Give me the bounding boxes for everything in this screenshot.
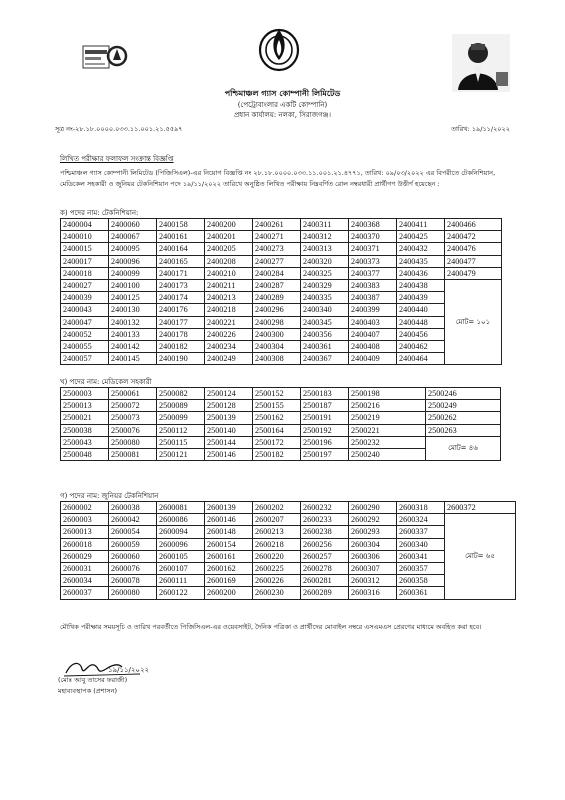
roll-number-cell: 2500182 — [253, 448, 301, 460]
roll-number-cell: 2500115 — [157, 436, 205, 448]
roll-number-cell: 2600292 — [349, 514, 397, 526]
roll-number-cell: 2600202 — [253, 502, 301, 514]
notice-body: পশ্চিমাঞ্চল গ্যাস কোম্পানী লিমিটেড (পিজিসিএল)-এর নিয়োগ বিজ্ঞপ্তি নং ২৮.১৮.০০০০.০৩৩.১১.০০১.২১.৪৭৭১, তারিখ: ০৯/০৩/২০২২ এর বিপরীতে টেকনিশিয়ান, মেডিকেল সহকারী ও জুনিয়র টেকনিশিয়ান পদে ১৯/১১/২০২২ তারিখে অনুষ্ঠিত লিখিত পরীক্ষায় নিম্নবর্ণিত রোল নম্বরধারী প্রার্থীগণ উত্তীর্ণ হয়েছেন : — [60, 169, 496, 188]
roll-number-cell: 2500099 — [157, 412, 205, 424]
roll-number-cell: 2400174 — [157, 292, 205, 304]
roll-number-cell: 2600003 — [61, 514, 109, 526]
roll-number-cell: 2400312 — [301, 231, 349, 243]
roll-number-cell: 2400325 — [301, 267, 349, 279]
roll-number-cell: 2400273 — [253, 243, 301, 255]
roll-number-cell: 2500221 — [349, 424, 426, 436]
roll-number-cell: 2400208 — [205, 255, 253, 267]
roll-number-cell: 2500216 — [349, 400, 426, 412]
roll-number-cell: 2600154 — [205, 538, 253, 550]
roll-number-cell: 2500249 — [426, 400, 501, 412]
roll-number-cell: 2500140 — [205, 424, 253, 436]
roll-number-cell: 2600105 — [157, 550, 205, 562]
roll-number-cell: 2400409 — [349, 353, 397, 365]
roll-number-cell: 2500219 — [349, 412, 426, 424]
roll-number-cell: 2400298 — [253, 316, 301, 328]
table-row — [61, 292, 502, 304]
roll-number-cell: 2400340 — [301, 304, 349, 316]
roll-number-cell: 2400407 — [349, 328, 397, 340]
roll-number-cell: 2600324 — [397, 514, 445, 526]
roll-number-cell: 2400271 — [253, 231, 301, 243]
roll-number-cell: 2500263 — [426, 424, 501, 436]
roll-number-cell: 2400015 — [61, 243, 109, 255]
roll-number-cell: 2400300 — [253, 328, 301, 340]
roll-number-cell: 2400249 — [205, 353, 253, 365]
roll-number-cell: 2500128 — [205, 400, 253, 412]
roll-number-cell: 2600107 — [157, 562, 205, 574]
roll-number-cell: 2600018 — [61, 538, 109, 550]
roll-number-cell: 2600042 — [109, 514, 157, 526]
roll-number-cell: 2600038 — [109, 502, 157, 514]
roll-number-cell: 2400096 — [109, 255, 157, 267]
roll-number-cell: 2500076 — [109, 424, 157, 436]
roll-number-cell: 2400205 — [205, 243, 253, 255]
roll-number-cell: 2500246 — [426, 388, 501, 400]
roll-number-cell: 2400399 — [349, 304, 397, 316]
roll-number-cell: 2400361 — [301, 340, 349, 352]
roll-number-cell: 2400043 — [61, 304, 109, 316]
roll-number-cell: 2400027 — [61, 279, 109, 291]
section-label-technician: ক) পদের নাম: টেকনিশিয়ান: — [60, 209, 139, 217]
roll-number-cell: 2600341 — [397, 550, 445, 562]
roll-number-cell: 2400018 — [61, 267, 109, 279]
table-row — [61, 400, 501, 412]
roll-number-cell: 2600029 — [61, 550, 109, 562]
roll-number-cell: 2400211 — [205, 279, 253, 291]
roll-number-cell: 2400435 — [397, 255, 445, 267]
roll-number-cell: 2400313 — [301, 243, 349, 255]
roll-number-cell: 2600096 — [157, 538, 205, 550]
roll-number-cell: 2500048 — [61, 448, 109, 460]
roll-number-cell: 2400055 — [61, 340, 109, 352]
roll-number-cell: 2600361 — [397, 587, 445, 599]
roll-number-cell: 2500003 — [61, 388, 109, 400]
roll-number-cell: 2600076 — [109, 562, 157, 574]
roll-number-cell: 2600233 — [301, 514, 349, 526]
roll-number-cell: 2500240 — [349, 448, 426, 460]
total-count-cell: মোট= ৪৬ — [426, 436, 501, 460]
roll-number-cell: 2500072 — [109, 400, 157, 412]
portrait-image — [452, 34, 510, 92]
roll-number-cell: 2600037 — [61, 587, 109, 599]
roll-number-cell: 2500262 — [426, 412, 501, 424]
roll-number-cell: 2600318 — [397, 502, 445, 514]
roll-number-cell: 2400387 — [349, 292, 397, 304]
roll-number-cell: 2500081 — [109, 448, 157, 460]
roll-number-cell: 2600340 — [397, 538, 445, 550]
roll-number-cell: 2600289 — [301, 587, 349, 599]
roll-number-cell: 2400095 — [109, 243, 157, 255]
roll-number-cell: 2400047 — [61, 316, 109, 328]
table-row — [61, 388, 501, 400]
roll-number-cell: 2400477 — [445, 255, 502, 267]
roll-number-cell: 2500013 — [61, 400, 109, 412]
reference-number: সূত্র নং-২৮.১৮.০০০০.০৩৩.১১.০০১.২১.৫৫৯৭ — [55, 125, 183, 133]
roll-number-cell: 2400158 — [157, 219, 205, 231]
roll-number-cell: 2500191 — [301, 412, 349, 424]
roll-number-cell: 2400010 — [61, 231, 109, 243]
roll-number-cell: 2400432 — [397, 243, 445, 255]
roll-number-cell: 2500021 — [61, 412, 109, 424]
roll-number-cell: 2600081 — [157, 502, 205, 514]
roll-number-cell: 2600238 — [301, 526, 349, 538]
total-count-cell: মোট= ১০১ — [445, 279, 502, 364]
roll-number-cell: 2600080 — [109, 587, 157, 599]
roll-number-cell: 2400472 — [445, 231, 502, 243]
roll-number-cell: 2600094 — [157, 526, 205, 538]
roll-number-cell: 2400125 — [109, 292, 157, 304]
roll-number-cell: 2600257 — [301, 550, 349, 562]
roll-number-cell: 2600316 — [349, 587, 397, 599]
table-row — [61, 424, 501, 436]
roll-number-cell: 2400017 — [61, 255, 109, 267]
roll-number-cell: 2600060 — [109, 550, 157, 562]
table-row — [61, 255, 502, 267]
roll-number-cell: 2600054 — [109, 526, 157, 538]
roll-number-cell: 2600337 — [397, 526, 445, 538]
junior-technician-roll-table — [60, 501, 516, 600]
anniversary-logo-icon — [82, 40, 128, 72]
roll-number-cell: 2400320 — [301, 255, 349, 267]
roll-number-cell: 2400067 — [109, 231, 157, 243]
roll-number-cell: 2600002 — [61, 502, 109, 514]
roll-number-cell: 2600086 — [157, 514, 205, 526]
roll-number-cell: 2400218 — [205, 304, 253, 316]
roll-number-cell: 2600200 — [205, 587, 253, 599]
roll-number-cell: 2600307 — [349, 562, 397, 574]
roll-number-cell: 2500232 — [349, 436, 426, 448]
roll-number-cell: 2400377 — [349, 267, 397, 279]
roll-number-cell: 2500080 — [109, 436, 157, 448]
roll-number-cell: 2400479 — [445, 267, 502, 279]
roll-number-cell: 2400329 — [301, 279, 349, 291]
roll-number-cell: 2400345 — [301, 316, 349, 328]
notice-title: লিখিত পরীক্ষার ফলাফল সংক্রান্ত বিজ্ঞপ্তি — [60, 155, 174, 163]
roll-number-cell: 2400145 — [109, 353, 157, 365]
roll-number-cell: 2600146 — [205, 514, 253, 526]
roll-number-cell: 2500162 — [253, 412, 301, 424]
roll-number-cell: 2400221 — [205, 316, 253, 328]
roll-number-cell: 2600256 — [301, 538, 349, 550]
roll-number-cell: 2400335 — [301, 292, 349, 304]
roll-number-cell: 2600148 — [205, 526, 253, 538]
roll-number-cell: 2600372 — [445, 502, 516, 514]
roll-number-cell: 2600111 — [157, 575, 205, 587]
roll-number-cell: 2400448 — [397, 316, 445, 328]
roll-number-cell: 2600232 — [301, 502, 349, 514]
roll-number-cell: 2600169 — [205, 575, 253, 587]
total-count-cell: মোট= ৬৫ — [445, 514, 516, 599]
roll-number-cell: 2600278 — [301, 562, 349, 574]
roll-number-cell: 2400057 — [61, 353, 109, 365]
roll-number-cell: 2500124 — [205, 388, 253, 400]
roll-number-cell: 2500139 — [205, 412, 253, 424]
roll-number-cell: 2400060 — [109, 219, 157, 231]
roll-number-cell: 2600013 — [61, 526, 109, 538]
roll-number-cell: 2500089 — [157, 400, 205, 412]
roll-number-cell: 2400099 — [109, 267, 157, 279]
roll-number-cell: 2600218 — [253, 538, 301, 550]
table-row — [61, 340, 502, 352]
roll-number-cell: 2400296 — [253, 304, 301, 316]
roll-number-cell: 2500187 — [301, 400, 349, 412]
roll-number-cell: 2500164 — [253, 424, 301, 436]
section-label-medical-assistant: খ) পদের নাম: মেডিকেল সহকারী — [60, 378, 152, 386]
roll-number-cell: 2500038 — [61, 424, 109, 436]
section-label-junior-technician: গ) পদের নাম: জুনিয়র টেকনিশিয়ান — [60, 492, 159, 500]
roll-number-cell: 2400226 — [205, 328, 253, 340]
roll-number-cell: 2400464 — [397, 353, 445, 365]
roll-number-cell: 2500183 — [301, 388, 349, 400]
roll-number-cell: 2400311 — [301, 219, 349, 231]
roll-number-cell: 2400436 — [397, 267, 445, 279]
company-subtitle: (পেট্রোবাংলার একটি কোম্পানি) — [237, 101, 328, 109]
roll-number-cell: 2600122 — [157, 587, 205, 599]
roll-number-cell: 2400277 — [253, 255, 301, 267]
table-row — [61, 502, 516, 514]
roll-number-cell: 2500152 — [253, 388, 301, 400]
table-row — [61, 436, 501, 448]
roll-number-cell: 2500196 — [301, 436, 349, 448]
table-row — [61, 243, 502, 255]
roll-number-cell: 2600078 — [109, 575, 157, 587]
roll-number-cell: 2400161 — [157, 231, 205, 243]
roll-number-cell: 2400438 — [397, 279, 445, 291]
roll-number-cell: 2500144 — [205, 436, 253, 448]
roll-number-cell: 2400201 — [205, 231, 253, 243]
roll-number-cell: 2600226 — [253, 575, 301, 587]
roll-number-cell: 2600162 — [205, 562, 253, 574]
roll-number-cell: 2400370 — [349, 231, 397, 243]
roll-number-cell: 2400371 — [349, 243, 397, 255]
roll-number-cell: 2400164 — [157, 243, 205, 255]
company-name: পশ্চিমাঞ্চল গ্যাস কোম্পানী লিমিটেড — [224, 89, 341, 98]
notice-date: তারিখ: ১৯/১১/২০২২ — [451, 125, 510, 133]
signatory-title: মহাব্যবস্থাপক (প্রশাসন) — [58, 687, 118, 695]
roll-number-cell: 2500043 — [61, 436, 109, 448]
table-row — [61, 267, 502, 279]
roll-number-cell: 2400304 — [253, 340, 301, 352]
roll-number-cell: 2500197 — [301, 448, 349, 460]
roll-number-cell: 2400039 — [61, 292, 109, 304]
roll-number-cell: 2400411 — [397, 219, 445, 231]
roll-number-cell: 2400176 — [157, 304, 205, 316]
signatory-name: (মোঃ আবু তাসের ফরাজী) — [58, 676, 128, 684]
roll-number-cell: 2400100 — [109, 279, 157, 291]
roll-number-cell: 2500112 — [157, 424, 205, 436]
roll-number-cell: 2400403 — [349, 316, 397, 328]
roll-number-cell: 2600306 — [349, 550, 397, 562]
roll-number-cell: 2400368 — [349, 219, 397, 231]
roll-number-cell: 2400004 — [61, 219, 109, 231]
table-row — [61, 328, 502, 340]
roll-number-cell: 2500073 — [109, 412, 157, 424]
roll-number-cell: 2500198 — [349, 388, 426, 400]
technician-roll-table — [60, 218, 502, 365]
table-row — [61, 412, 501, 424]
roll-number-cell: 2400408 — [349, 340, 397, 352]
table-row — [61, 304, 502, 316]
roll-number-cell: 2600220 — [253, 550, 301, 562]
roll-number-cell: 2600207 — [253, 514, 301, 526]
roll-number-cell: 2600281 — [301, 575, 349, 587]
roll-number-cell: 2400289 — [253, 292, 301, 304]
roll-number-cell: 2400234 — [205, 340, 253, 352]
roll-number-cell: 2600225 — [253, 562, 301, 574]
table-row — [61, 353, 502, 365]
roll-number-cell: 2400173 — [157, 279, 205, 291]
roll-number-cell: 2400178 — [157, 328, 205, 340]
roll-number-cell: 2400476 — [445, 243, 502, 255]
roll-number-cell: 2400190 — [157, 353, 205, 365]
roll-number-cell: 2400261 — [253, 219, 301, 231]
roll-number-cell: 2400439 — [397, 292, 445, 304]
roll-number-cell: 2400213 — [205, 292, 253, 304]
roll-number-cell: 2600357 — [397, 562, 445, 574]
table-row — [61, 279, 502, 291]
roll-number-cell: 2400284 — [253, 267, 301, 279]
roll-number-cell: 2600059 — [109, 538, 157, 550]
roll-number-cell: 2400466 — [445, 219, 502, 231]
roll-number-cell: 2400052 — [61, 328, 109, 340]
roll-number-cell: 2600213 — [253, 526, 301, 538]
roll-number-cell: 2400308 — [253, 353, 301, 365]
roll-number-cell: 2400367 — [301, 353, 349, 365]
signature-date: ১৯/১১/২০২২ — [108, 666, 150, 674]
roll-number-cell: 2400182 — [157, 340, 205, 352]
roll-number-cell: 2400456 — [397, 328, 445, 340]
roll-number-cell: 2400210 — [205, 267, 253, 279]
roll-number-cell: 2400462 — [397, 340, 445, 352]
roll-number-cell: 2600312 — [349, 575, 397, 587]
roll-number-cell: 2400200 — [205, 219, 253, 231]
company-flame-logo-icon — [258, 26, 300, 72]
roll-number-cell: 2500146 — [205, 448, 253, 460]
roll-number-cell: 2400165 — [157, 255, 205, 267]
roll-number-cell: 2600358 — [397, 575, 445, 587]
roll-number-cell: 2600290 — [349, 502, 397, 514]
roll-number-cell: 2500192 — [301, 424, 349, 436]
closing-note: মৌখিক পরীক্ষার সময়সূচি ও তারিখ পরবর্তীতে পিজিসিএল-এর ওয়েবসাইট, দৈনিক পত্রিকা ও প্রার্থীদের মোবাইল নম্বরে এসএমএস প্রেরণের মাধ্যমে অবহিত করা হবে। — [60, 623, 482, 631]
roll-number-cell: 2400130 — [109, 304, 157, 316]
letterhead — [0, 0, 565, 122]
roll-number-cell: 2400177 — [157, 316, 205, 328]
roll-number-cell: 2400356 — [301, 328, 349, 340]
roll-number-cell: 2500121 — [157, 448, 205, 460]
roll-number-cell: 2400171 — [157, 267, 205, 279]
roll-number-cell: 2500155 — [253, 400, 301, 412]
roll-number-cell: 2600230 — [253, 587, 301, 599]
roll-number-cell: 2400132 — [109, 316, 157, 328]
roll-number-cell: 2500172 — [253, 436, 301, 448]
roll-number-cell: 2400425 — [397, 231, 445, 243]
table-row — [61, 514, 516, 526]
table-row — [61, 231, 502, 243]
roll-number-cell: 2400440 — [397, 304, 445, 316]
roll-number-cell: 2600161 — [205, 550, 253, 562]
company-address: প্রধান কার্যালয়: নলকা, সিরাজগঞ্জ। — [233, 111, 332, 119]
roll-number-cell: 2400373 — [349, 255, 397, 267]
table-row — [61, 219, 502, 231]
roll-number-cell: 2400142 — [109, 340, 157, 352]
roll-number-cell: 2600304 — [349, 538, 397, 550]
table-row — [61, 316, 502, 328]
roll-number-cell: 2400383 — [349, 279, 397, 291]
roll-number-cell: 2600139 — [205, 502, 253, 514]
roll-number-cell: 2600293 — [349, 526, 397, 538]
roll-number-cell: 2500082 — [157, 388, 205, 400]
roll-number-cell: 2500061 — [109, 388, 157, 400]
roll-number-cell: 2400133 — [109, 328, 157, 340]
roll-number-cell: 2600034 — [61, 575, 109, 587]
roll-number-cell: 2600031 — [61, 562, 109, 574]
roll-number-cell: 2400287 — [253, 279, 301, 291]
medical-assistant-roll-table — [60, 387, 501, 461]
